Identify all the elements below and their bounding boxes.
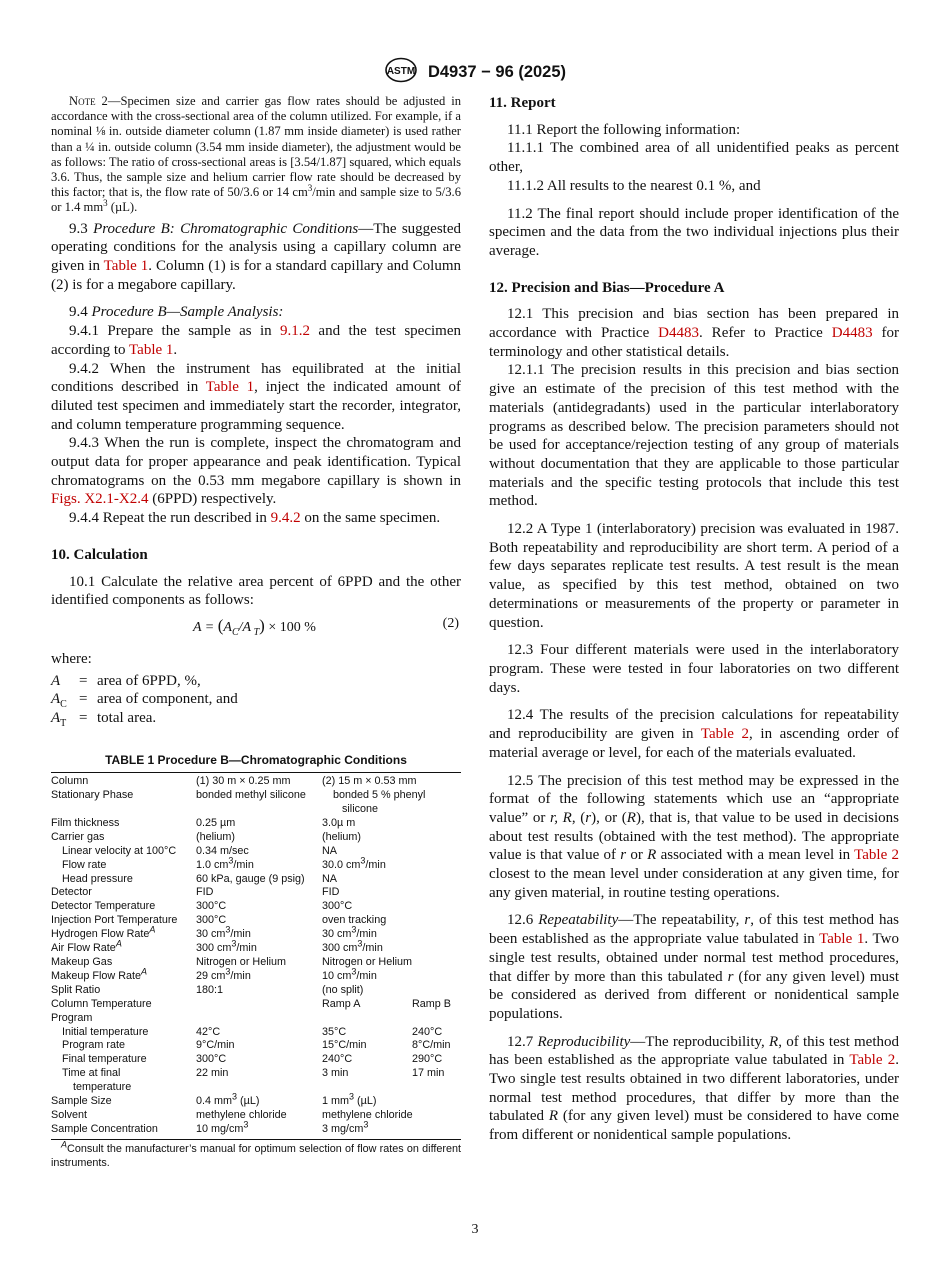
paragraph-12-3: 12.3 Four different materials were used in the interlaboratory program. These were tested in four laboratories on two different days. (489, 642, 899, 696)
table-row: Initial temperature 42°C 35°C 240°C (62, 1025, 443, 1038)
link-table-1[interactable]: Table 1 (819, 931, 865, 948)
table-row: Head pressure 60 kPa, gauge (9 psig) NA (62, 872, 337, 885)
paragraph-12-1: 12.1 This precision and bias section has been prepared in accordance with Practice D4483. Refer to Practice D4483 for terminology and other statistical details. (489, 306, 899, 360)
table-row: Makeup Flow Rate$^A$ 29 $cm^3/\min$ 10 $cm^3/\min$ (51, 966, 377, 982)
paragraph-10-1: 10.1 Calculate the relative area percent of 6PPD and the other identified components as follows: (51, 573, 461, 609)
definition-row: $A_C$ = area of component, and (51, 691, 238, 711)
table-row: Air Flow Rate$^A$ 300 $cm^3/\min$ 300 $cm^3/\min$ (51, 938, 383, 955)
paragraph-9-4-3: 9.4.3 When the run is complete, inspect the chromatogram and output data for proper appearance and peak identification. Typical chromatograms on the 0.53 mm megabore capillary is shown in Figs. X2.1-X2.4 (6PPD) respectively. (51, 435, 461, 508)
paragraph-12-2: 12.2 A Type 1 (interlaboratory) precision was evaluated in 1987. Both repeatability and reproducibility are short term. A period of a few days separates replicate test results. A test result is the mean value, as specified by this test method, obtained on two determinations or measurements of the property or parameter in question. (489, 521, 899, 631)
link-9-1-2[interactable]: 9.1.2 (280, 323, 311, 340)
link-table-2[interactable]: Table 2 (854, 847, 899, 864)
paragraph-11-1: 11.1 Report the following information: (507, 121, 741, 138)
table-row: Column Temperature Program Ramp A Ramp B (51, 997, 452, 1024)
paragraph-11-2: 11.2 The final report should include proper identification of the specimen and the data from the two individual injections plus their average. (489, 205, 899, 259)
link-table-2[interactable]: Table 2 (849, 1052, 896, 1069)
link-d4483[interactable]: D4483 (658, 325, 700, 342)
document-designation: D4937 − 96 (2025) (427, 63, 567, 81)
table-row: Time at final temperature 22 min 3 min 17 min (62, 1067, 445, 1094)
table-row: Column (1) 30 m × 0.25 mm (2) 15 m × 0.53 mm (51, 775, 417, 788)
page-header (0, 57, 950, 88)
table-1 (51, 772, 461, 1140)
section-12-heading: 12. Precision and Bias—Procedure A (489, 279, 725, 296)
paragraph-11-1-1: 11.1.1 The combined area of all unidentified peaks as percent other, (489, 140, 899, 176)
table-1-title: TABLE 1 Procedure B—Chromatographic Conditions (105, 753, 407, 768)
table-row: Split Ratio 180:1 (no split) (51, 983, 364, 996)
definition-list (51, 672, 461, 728)
paragraph-12-5: 12.5 The precision of this test method may be expressed in the format of the following statements which use an “appropriate value” or r, R, (r), or (R), that is, that value to be used in decisions about test results (obtained with the test method). The appropriate value is that value of r or R associated with a mean level in Table 2 closest to the mean level under consideration at any given time, for any given material, in routine testing operations. (489, 772, 900, 901)
table-row: Detector Temperature 300°C 300°C (51, 900, 353, 913)
paragraph-9-4-4: 9.4.4 Repeat the run described in 9.4.2 on the same specimen. (69, 510, 441, 527)
table-row: Final temperature 300°C 240°C 290°C (62, 1053, 443, 1066)
table-row: Detector FID FID (51, 886, 340, 899)
table-row: Sample Size 0.4 $mm^3$ (µL) 1 $mm^3$ (µL) (51, 1091, 377, 1108)
table-row: Stationary Phase bonded methyl silicone bonded 5 % phenyl silicone (51, 789, 426, 815)
paragraph-9-4-1: 9.4.1 Prepare the sample as in 9.1.2 and the test specimen according to Table 1. (51, 323, 461, 358)
astm-logo-icon (384, 57, 418, 88)
paragraph-12-4: 12.4 The results of the precision calculations for repeatability and reproducibility are given in Table 2, in ascending order of material average or level, for each of the materials evaluated. (489, 707, 899, 761)
where-label: where: (51, 650, 92, 667)
paragraph-9-4-2: 9.4.2 When the instrument has equilibrated at the initial conditions described in Table 1, inject the indicated amount of diluted test specimen and immediately start the recorder, integrator, and column temperature programming sequence. (51, 360, 462, 433)
section-11-heading: 11. Report (489, 95, 556, 111)
table-row: Makeup Gas Nitrogen or Helium Nitrogen or Helium (51, 955, 413, 968)
paragraph-11-1-2: 11.1.2 All results to the nearest 0.1 %, and (507, 177, 761, 194)
table-1-footnote: $^A$Consult the manufacturer’s manual for optimum selection of flow rates on different instruments. (51, 1139, 461, 1169)
paragraph-12-7: 12.7 Reproducibility—The reproducibility, R, of this test method has been established as the appropriate value tabulated in Table 2. Two single test results obtained in two different laboratories, under normal test method procedures, that differ by more than the tabulated R (for any given level) must be considered to have come from different or nonidentical sample populations. (489, 1033, 899, 1144)
table-row: Hydrogen Flow Rate$^A$ 30 $cm^3/\min$ 30 $cm^3/\min$ (51, 924, 377, 941)
link-d4483[interactable]: D4483 (831, 325, 873, 342)
note-2: Note 2—Specimen size and carrier gas flow rates should be adjusted in accordance with the cross-sectional area of the column utilized. For example, if a nominal ⅛ in. outside diameter column (1.87 mm inside diameter) is used rather than a ¼ in. outside column (3.54 mm inside diameter), the adjustment would be as follows: The ratio of cross-sectional areas is [3.54/1.87] squared, which equals 3.6. Thus, the sample size and helium carrier flow rate should be decreased by this factor; that is, the flow rate of 50/3.6 or 14 $cm^3/\min$ and sample size to 5/3.6 or 1.4 $mm^3$ (µL). (51, 94, 461, 215)
table-row: Carrier gas (helium) (helium) (51, 830, 361, 843)
table-row: Solvent methylene chloride methylene chloride (51, 1108, 413, 1121)
paragraph-9-3: 9.3 Procedure B: Chromatographic Conditions—The suggested operating conditions for the analysis using a capillary column are given in Table 1. Column (1) is for a standard capillary and Column (2) is for a megabore capillary. (51, 220, 462, 293)
page-number: 3 (471, 1222, 479, 1237)
table-row: Injection Port Temperature 300°C oven tracking (51, 914, 387, 927)
link-table-1[interactable]: Table 1 (205, 379, 255, 396)
link-table-1[interactable]: Table 1 (103, 258, 149, 275)
section-10-heading: 10. Calculation (51, 546, 148, 563)
table-row: Program rate 9°C/min 15°C/min 8°C/min (62, 1039, 451, 1052)
table-row: Film thickness 0.25 µm 3.0µ m (51, 816, 356, 829)
link-figs-x2[interactable]: Figs. X2.1-X2.4 (51, 491, 149, 508)
link-table-1[interactable]: Table 1 (129, 341, 174, 358)
paragraph-12-6: 12.6 Repeatability—The repeatability, r, of this test method has been established as the appropriate value tabulated in Table 1. Two single test results, obtained under normal test method procedures, that differ by more than this tabulated r (for any given level) must be considered as derived from different or nonidentical sample populations. (489, 912, 899, 1022)
logo-text: ASTM (386, 66, 416, 77)
paragraph-9-4: 9.4 Procedure B—Sample Analysis: (69, 304, 284, 321)
definition-row: $A_T$ = total area. (51, 709, 157, 729)
equation-2: $A = (A_C/A$ $_T$) × 100 % (2) (193, 615, 459, 638)
link-9-4-2[interactable]: 9.4.2 (270, 510, 301, 527)
definition-row: A = area of 6PPD, %, (51, 672, 201, 689)
left-column (51, 94, 461, 1171)
right-column (489, 94, 899, 1145)
paragraph-12-1-1: 12.1.1 The precision results in this precision and bias section give an estimate of the precision of this test method with the materials (antidegradants) used in the particular interlaboratory programs as described below. The precision parameters should not be used for acceptance/rejection testing of any group of materials without documentation that they are applicable to those particular materials and the specific testing protocols that include this test method. (489, 362, 899, 510)
link-table-2[interactable]: Table 2 (700, 726, 750, 743)
table-row: Sample Concentration 10 $mg/cm^3$ 3 $mg/cm^3$ (51, 1119, 369, 1135)
equation-number: (2) (442, 615, 459, 631)
table-row: Flow rate 1.0 $cm^3/\min$ 30.0 $cm^3/\min$ (62, 855, 386, 871)
table-row: Linear velocity at 100°C 0.34 m/sec NA (62, 844, 337, 857)
